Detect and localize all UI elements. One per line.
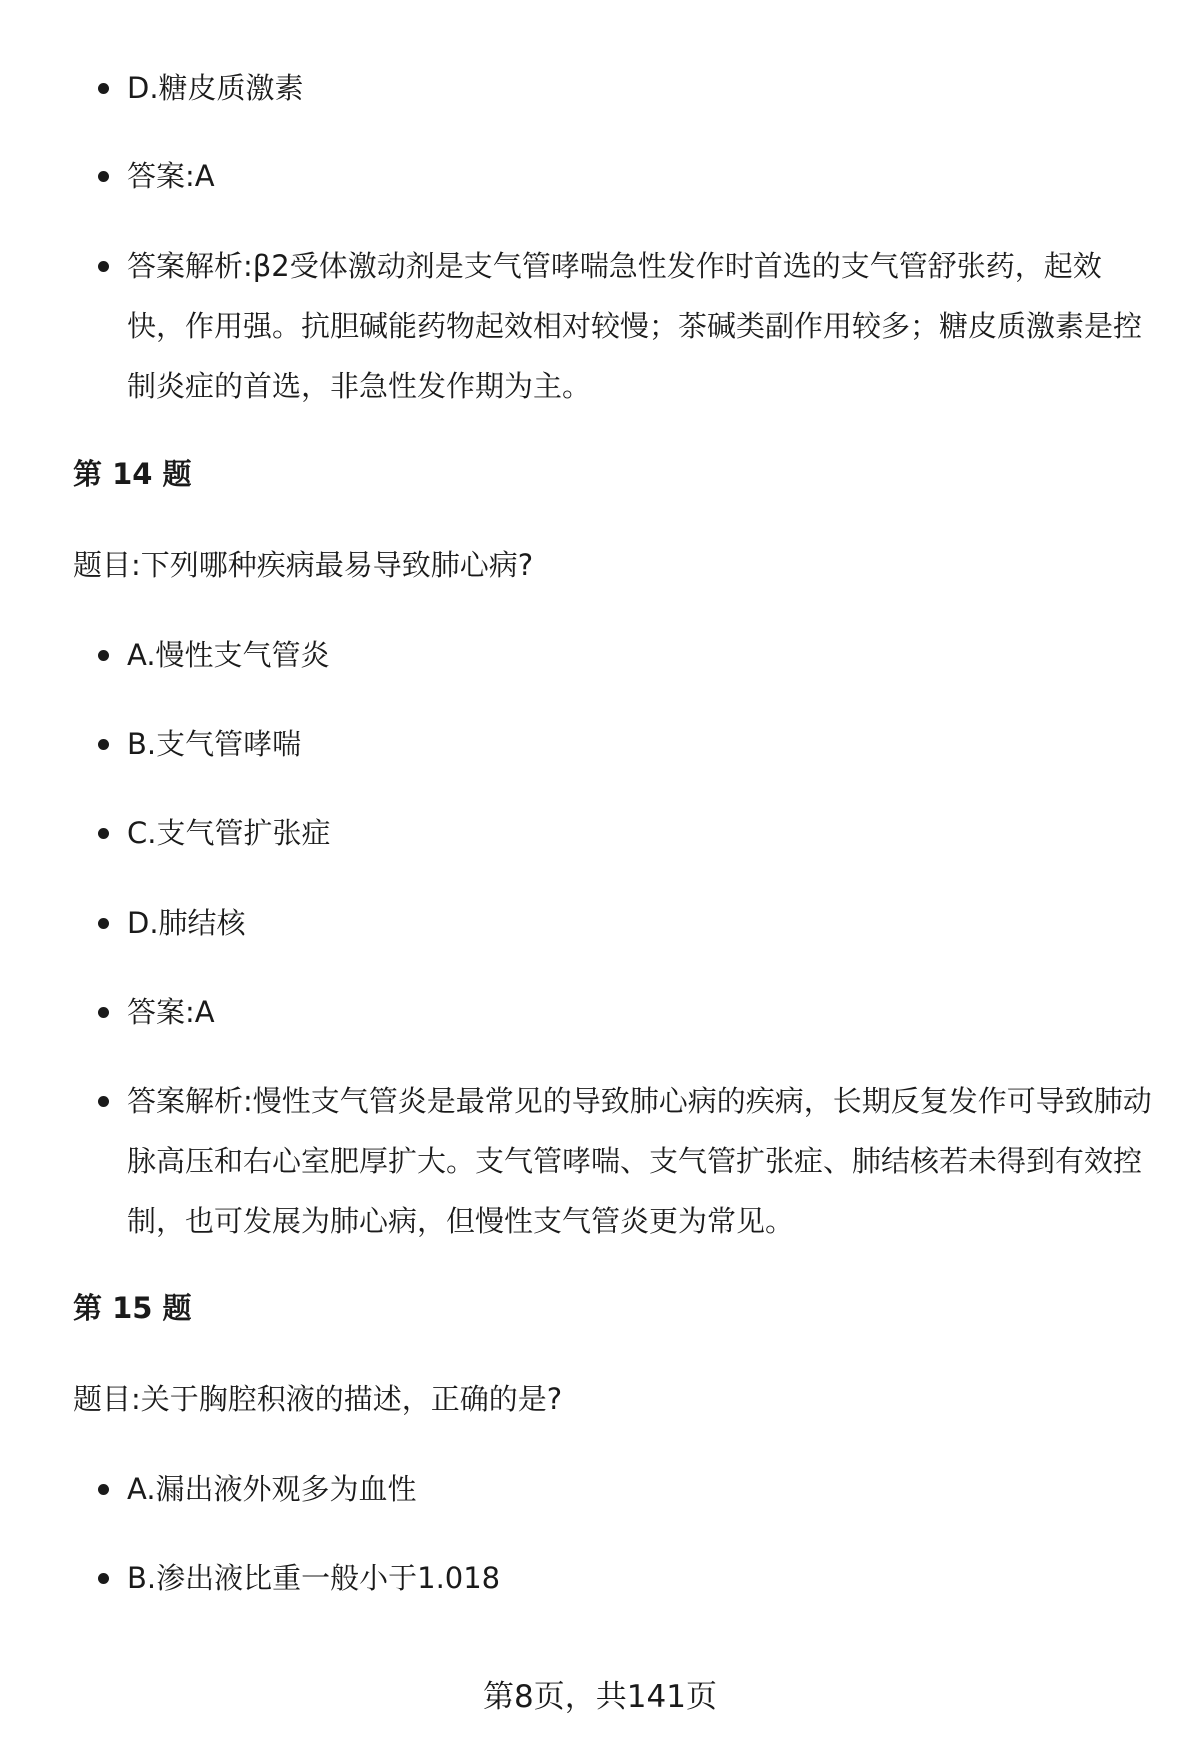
q14-option-d: D.肺结核: [127, 893, 1157, 953]
q15-option-a: A.漏出液外观多为血性: [127, 1459, 1157, 1519]
q14-option-c: C.支气管扩张症: [127, 803, 1157, 863]
q14-answer: 答案:A: [127, 982, 1157, 1042]
q15-option-b: B.渗出液比重一般小于1.018: [127, 1548, 1157, 1608]
page-number: 第8页，共141页: [483, 1679, 717, 1715]
q14-heading: 第 14 题: [73, 457, 192, 491]
q13-option-d: D.糖皮质激素: [127, 58, 1157, 118]
q14-option-a: A.慢性支气管炎: [127, 625, 1157, 685]
q14-question: 题目:下列哪种疾病最易导致肺心病?: [73, 548, 534, 582]
q13-explanation: 答案解析:β2受体激动剂是支气管哮喘急性发作时首选的支气管舒张药，起效快，作用强。抗胆碱能药物起效相对较慢；茶碱类副作用较多；糖皮质激素是控制炎症的首选，非急性发作期为主。: [127, 236, 1157, 416]
q14-explanation: 答案解析:慢性支气管炎是最常见的导致肺心病的疾病，长期反复发作可导致肺动脉高压和右心室肥厚扩大。支气管哮喘、支气管扩张症、肺结核若未得到有效控制，也可发展为肺心病，但慢性支气管炎更为常见。: [127, 1071, 1157, 1251]
q15-heading: 第 15 题: [73, 1291, 192, 1325]
q13-answer: 答案:A: [127, 146, 1157, 206]
q14-option-b: B.支气管哮喘: [127, 714, 1157, 774]
q15-question: 题目:关于胸腔积液的描述，正确的是?: [73, 1382, 563, 1416]
